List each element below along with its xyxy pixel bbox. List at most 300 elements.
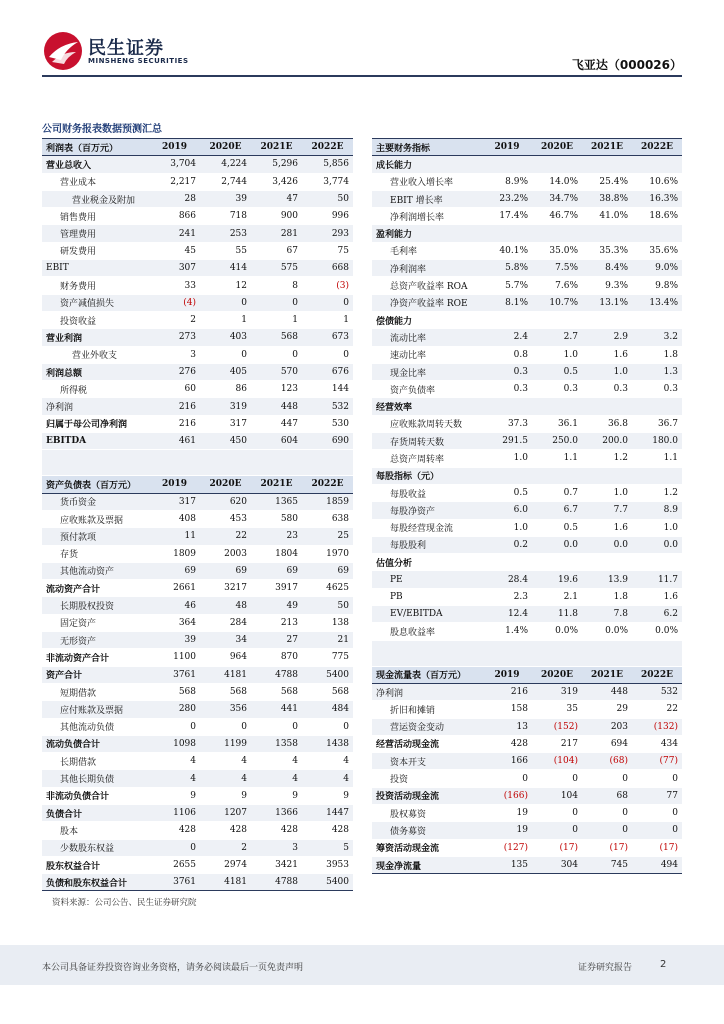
row-value: 1098 xyxy=(149,735,200,752)
row-value: 19.6 xyxy=(532,571,582,588)
table-row xyxy=(372,822,682,839)
table-row xyxy=(372,856,682,873)
row-value: 9.3% xyxy=(582,277,632,294)
row-value: 3761 xyxy=(149,874,200,891)
row-label: 存货 xyxy=(42,545,149,562)
table-row xyxy=(42,753,353,770)
row-value: 34 xyxy=(200,632,251,649)
row-value: 1809 xyxy=(149,545,200,562)
row-label: 其他流动资产 xyxy=(42,562,149,579)
row-value: 216 xyxy=(149,415,200,432)
row-value: 28 xyxy=(149,190,200,207)
row-label: 现金净流量 xyxy=(372,856,482,873)
table-row xyxy=(42,363,353,380)
row-label: 应付账款及票据 xyxy=(42,701,149,718)
row-value: 203 xyxy=(582,718,632,735)
row-value: 317 xyxy=(149,493,200,510)
row-label: PB xyxy=(372,588,482,605)
row-label: EBIT 增长率 xyxy=(372,190,482,207)
row-value: 0.0 xyxy=(582,536,632,553)
row-value: 29 xyxy=(582,701,632,718)
row-value: 2 xyxy=(200,839,251,856)
row-value: 22 xyxy=(200,528,251,545)
row-label: 存货周转天数 xyxy=(372,433,482,450)
row-value: 304 xyxy=(532,856,582,873)
row-value: 1207 xyxy=(200,804,251,821)
row-value: 718 xyxy=(200,208,251,225)
row-value: 138 xyxy=(302,614,353,631)
row-value xyxy=(532,554,582,571)
table-row xyxy=(42,398,353,415)
row-label: 投资 xyxy=(372,770,482,787)
row-value: 2.4 xyxy=(482,329,532,346)
row-value: 317 xyxy=(200,415,251,432)
row-value: 0 xyxy=(532,770,582,787)
row-label: 股息收益率 xyxy=(372,623,482,640)
row-value: 213 xyxy=(251,614,302,631)
row-value: 1 xyxy=(251,311,302,328)
row-value: 319 xyxy=(200,398,251,415)
income-header-cell: 利润表（百万元） xyxy=(42,139,149,156)
row-label: 股东权益合计 xyxy=(42,856,149,873)
row-label: 其他流动负债 xyxy=(42,718,149,735)
row-value: 18.6% xyxy=(632,208,682,225)
row-value: 434 xyxy=(632,735,682,752)
table-row xyxy=(372,536,682,553)
row-value xyxy=(482,554,532,571)
row-value xyxy=(632,156,682,173)
row-label: 资本开支 xyxy=(372,753,482,770)
row-value: 4 xyxy=(302,753,353,770)
row-value: 69 xyxy=(251,562,302,579)
row-value: 69 xyxy=(200,562,251,579)
row-value: 21 xyxy=(302,632,353,649)
row-value: 0 xyxy=(582,822,632,839)
row-value: 494 xyxy=(632,856,682,873)
row-value: 10.7% xyxy=(532,294,582,311)
row-label: 偿债能力 xyxy=(372,311,482,328)
income-header-cell: 2021E xyxy=(251,139,302,156)
balance-header-cell: 2022E xyxy=(302,476,353,493)
row-value xyxy=(532,467,582,484)
balance-header-row xyxy=(42,476,353,493)
row-value: 307 xyxy=(149,260,200,277)
row-value: 450 xyxy=(200,433,251,450)
ratios-header-cell: 2022E xyxy=(632,139,682,156)
row-value: 67 xyxy=(251,242,302,259)
row-value: 6.2 xyxy=(632,606,682,623)
row-value xyxy=(482,156,532,173)
row-value: 0 xyxy=(149,718,200,735)
row-value: 0.0 xyxy=(632,536,682,553)
row-value: 580 xyxy=(251,510,302,527)
row-value: 604 xyxy=(251,433,302,450)
row-value: 273 xyxy=(149,329,200,346)
row-value: 55 xyxy=(200,242,251,259)
row-value: 13.9 xyxy=(582,571,632,588)
row-value: 0 xyxy=(200,718,251,735)
row-label: 营业收入增长率 xyxy=(372,173,482,190)
row-value: 0 xyxy=(251,346,302,363)
section-title: 公司财务报表数据预测汇总 xyxy=(42,124,162,135)
row-label: 盈利能力 xyxy=(372,225,482,242)
row-value: 1106 xyxy=(149,804,200,821)
row-value: 0.5 xyxy=(482,484,532,501)
row-value: 2655 xyxy=(149,856,200,873)
table-row xyxy=(372,787,682,804)
row-value: 216 xyxy=(482,683,532,700)
row-value: 568 xyxy=(302,683,353,700)
row-value: 1 xyxy=(302,311,353,328)
row-value: 250.0 xyxy=(532,433,582,450)
row-value: 13.1% xyxy=(582,294,632,311)
row-value: 532 xyxy=(302,398,353,415)
row-value: 428 xyxy=(149,822,200,839)
row-value: 180.0 xyxy=(632,433,682,450)
balance-header-cell: 2021E xyxy=(251,476,302,493)
minsheng-logo xyxy=(42,30,202,74)
row-value: (166) xyxy=(482,787,532,804)
row-value: 38.8% xyxy=(582,190,632,207)
row-value: 0 xyxy=(532,822,582,839)
row-value: 568 xyxy=(251,683,302,700)
row-value: 676 xyxy=(302,363,353,380)
table-row xyxy=(42,242,353,259)
row-value: 144 xyxy=(302,381,353,398)
row-value: 35.3% xyxy=(582,242,632,259)
table-row xyxy=(42,770,353,787)
row-label: 所得税 xyxy=(42,381,149,398)
cashflow-header-cell: 现金流量表（百万元） xyxy=(372,666,482,683)
row-value: 36.7 xyxy=(632,415,682,432)
row-value: 166 xyxy=(482,753,532,770)
row-label: 流动资产合计 xyxy=(42,580,149,597)
row-value: 414 xyxy=(200,260,251,277)
row-value: 1.0 xyxy=(582,484,632,501)
row-value: 0.8 xyxy=(482,346,532,363)
row-value: 570 xyxy=(251,363,302,380)
row-value: 41.0% xyxy=(582,208,632,225)
row-value: 9 xyxy=(200,787,251,804)
row-value: (4) xyxy=(149,294,200,311)
row-value: (77) xyxy=(632,753,682,770)
row-label: 流动负债合计 xyxy=(42,735,149,752)
table-spacer xyxy=(42,450,353,476)
table-row xyxy=(42,718,353,735)
row-value: 36.8 xyxy=(582,415,632,432)
row-value: 1.3 xyxy=(632,363,682,380)
row-value xyxy=(582,398,632,415)
row-label: 投资收益 xyxy=(42,311,149,328)
row-label: 营业外收支 xyxy=(42,346,149,363)
row-label: 归属于母公司净利润 xyxy=(42,415,149,432)
table-row xyxy=(42,329,353,346)
row-value: 0.3 xyxy=(632,381,682,398)
table-row xyxy=(372,398,682,415)
row-value: 3,426 xyxy=(251,173,302,190)
row-value: 690 xyxy=(302,433,353,450)
row-value: 0.0% xyxy=(532,623,582,640)
row-value: 3761 xyxy=(149,666,200,683)
table-row xyxy=(42,632,353,649)
row-value: 0 xyxy=(302,718,353,735)
row-value: 2.3 xyxy=(482,588,532,605)
right-financial-table xyxy=(372,138,682,874)
logo-en-text: MINSHENG SECURITIES xyxy=(88,57,189,65)
row-value: 0 xyxy=(149,839,200,856)
row-value: 158 xyxy=(482,701,532,718)
row-value: 2,217 xyxy=(149,173,200,190)
row-value: 6.7 xyxy=(532,502,582,519)
table-row xyxy=(372,606,682,623)
row-value: 745 xyxy=(582,856,632,873)
row-label: 投资活动现金流 xyxy=(372,787,482,804)
row-value: 39 xyxy=(149,632,200,649)
table-row xyxy=(42,597,353,614)
table-row xyxy=(372,753,682,770)
table-row xyxy=(372,484,682,501)
row-value: 135 xyxy=(482,856,532,873)
row-value: 216 xyxy=(149,398,200,415)
cashflow-header-cell: 2021E xyxy=(582,666,632,683)
table-row xyxy=(42,433,353,450)
row-value: 775 xyxy=(302,649,353,666)
row-value: 5.8% xyxy=(482,260,532,277)
row-value: 0 xyxy=(632,770,682,787)
row-value: 9.8% xyxy=(632,277,682,294)
row-label: 销售费用 xyxy=(42,208,149,225)
row-value: 253 xyxy=(200,225,251,242)
row-value: 13 xyxy=(482,718,532,735)
row-value: 8.9 xyxy=(632,502,682,519)
row-value: 40.1% xyxy=(482,242,532,259)
row-label: 营业总收入 xyxy=(42,156,149,173)
table-row xyxy=(42,173,353,190)
table-row xyxy=(42,294,353,311)
row-label: 流动比率 xyxy=(372,329,482,346)
table-row xyxy=(372,156,682,173)
row-value: 4 xyxy=(149,770,200,787)
row-value: 19 xyxy=(482,804,532,821)
row-value: 1.1 xyxy=(532,450,582,467)
row-value: 13.4% xyxy=(632,294,682,311)
row-label: 营运资金变动 xyxy=(372,718,482,735)
row-value: 17.4% xyxy=(482,208,532,225)
row-value: 1.4% xyxy=(482,623,532,640)
row-value: 0.0% xyxy=(632,623,682,640)
row-value: 1.0 xyxy=(482,450,532,467)
row-value: 1.8 xyxy=(582,588,632,605)
row-value: 7.7 xyxy=(582,502,632,519)
row-label: 净利润 xyxy=(372,683,482,700)
row-value: 280 xyxy=(149,701,200,718)
row-value: 33 xyxy=(149,277,200,294)
table-row xyxy=(42,156,353,173)
row-value: 37.3 xyxy=(482,415,532,432)
table-row xyxy=(372,173,682,190)
table-row xyxy=(372,381,682,398)
row-value: 0 xyxy=(200,294,251,311)
row-value: 4788 xyxy=(251,666,302,683)
income-header-cell: 2019 xyxy=(149,139,200,156)
row-value: 1.6 xyxy=(632,588,682,605)
row-value: 447 xyxy=(251,415,302,432)
row-value: 77 xyxy=(632,787,682,804)
row-value: 2974 xyxy=(200,856,251,873)
row-value: 6.0 xyxy=(482,502,532,519)
row-label: 应收账款及票据 xyxy=(42,510,149,527)
table-row xyxy=(42,510,353,527)
row-value: (132) xyxy=(632,718,682,735)
row-value: 69 xyxy=(149,562,200,579)
balance-header-cell: 2019 xyxy=(149,476,200,493)
row-value: 5.7% xyxy=(482,277,532,294)
table-row xyxy=(42,528,353,545)
table-row xyxy=(42,415,353,432)
row-value: (17) xyxy=(532,839,582,856)
row-value: 39 xyxy=(200,190,251,207)
row-value: 1365 xyxy=(251,493,302,510)
row-value: 9 xyxy=(149,787,200,804)
table-row xyxy=(42,208,353,225)
row-value: 0.3 xyxy=(482,363,532,380)
row-value: 0 xyxy=(251,294,302,311)
row-value: 319 xyxy=(532,683,582,700)
row-label: 短期借款 xyxy=(42,683,149,700)
table-row xyxy=(42,311,353,328)
row-value: 11.7 xyxy=(632,571,682,588)
row-value: 0.0% xyxy=(582,623,632,640)
row-value: 964 xyxy=(200,649,251,666)
table-row xyxy=(372,433,682,450)
row-value: 1.0 xyxy=(582,363,632,380)
table-row xyxy=(372,450,682,467)
row-value: 8.9% xyxy=(482,173,532,190)
row-value: 27 xyxy=(251,632,302,649)
row-value xyxy=(582,467,632,484)
row-label: 研发费用 xyxy=(42,242,149,259)
row-value: 403 xyxy=(200,329,251,346)
row-value: 0.5 xyxy=(532,519,582,536)
row-value: 484 xyxy=(302,701,353,718)
row-value: 4 xyxy=(200,753,251,770)
row-value: 3 xyxy=(251,839,302,856)
row-value xyxy=(482,467,532,484)
row-value: 1 xyxy=(200,311,251,328)
row-value: 2,744 xyxy=(200,173,251,190)
balance-header-cell: 资产负债表（百万元） xyxy=(42,476,149,493)
row-value: 0.3 xyxy=(532,381,582,398)
row-label: EV/EBITDA xyxy=(372,606,482,623)
row-label: 估值分析 xyxy=(372,554,482,571)
row-value: 25.4% xyxy=(582,173,632,190)
row-value: 1804 xyxy=(251,545,302,562)
ratios-header-cell: 主要财务指标 xyxy=(372,139,482,156)
row-label: 折旧和摊销 xyxy=(372,701,482,718)
row-value: 7.8 xyxy=(582,606,632,623)
row-value: 11 xyxy=(149,528,200,545)
table-row xyxy=(42,545,353,562)
row-value: 356 xyxy=(200,701,251,718)
table-row xyxy=(372,718,682,735)
row-value: 200.0 xyxy=(582,433,632,450)
table-row xyxy=(42,822,353,839)
row-value: 0.3 xyxy=(482,381,532,398)
row-value: 75 xyxy=(302,242,353,259)
logo-cn-text: 民生证券 xyxy=(88,38,164,59)
row-value: 86 xyxy=(200,381,251,398)
row-value: 0 xyxy=(251,718,302,735)
table-row xyxy=(372,467,682,484)
row-value: 1366 xyxy=(251,804,302,821)
row-value: 291.5 xyxy=(482,433,532,450)
table-row xyxy=(372,415,682,432)
income-header-cell: 2020E xyxy=(200,139,251,156)
row-label: 筹资活动现金流 xyxy=(372,839,482,856)
row-value: 4 xyxy=(251,753,302,770)
row-label: 现金比率 xyxy=(372,363,482,380)
row-label: 净资产收益率 ROE xyxy=(372,294,482,311)
row-value: 1970 xyxy=(302,545,353,562)
ratios-header-cell: 2019 xyxy=(482,139,532,156)
ratios-header-cell: 2020E xyxy=(532,139,582,156)
row-label: 货币资金 xyxy=(42,493,149,510)
table-row xyxy=(372,519,682,536)
row-value: 25 xyxy=(302,528,353,545)
page-number: 2 xyxy=(660,959,667,970)
row-label: 净利润 xyxy=(42,398,149,415)
left-financial-table xyxy=(42,138,353,891)
row-value: 0 xyxy=(532,804,582,821)
row-label: EBIT xyxy=(42,260,149,277)
table-row xyxy=(372,804,682,821)
row-value: 0 xyxy=(632,822,682,839)
cashflow-header-row xyxy=(372,666,682,683)
row-value: 3.2 xyxy=(632,329,682,346)
row-value: 1.0 xyxy=(532,346,582,363)
row-value: 0.3 xyxy=(582,381,632,398)
row-value: 7.6% xyxy=(532,277,582,294)
row-value: 46 xyxy=(149,597,200,614)
table-row xyxy=(42,839,353,856)
row-label: 经营活动现金流 xyxy=(372,735,482,752)
row-value: 364 xyxy=(149,614,200,631)
row-value: 461 xyxy=(149,433,200,450)
row-value xyxy=(532,225,582,242)
table-row xyxy=(372,554,682,571)
row-value xyxy=(632,467,682,484)
row-value: 5,296 xyxy=(251,156,302,173)
row-value: 638 xyxy=(302,510,353,527)
row-value: 0.7 xyxy=(532,484,582,501)
table-row xyxy=(372,588,682,605)
ratios-header-cell: 2021E xyxy=(582,139,632,156)
row-label: 营业成本 xyxy=(42,173,149,190)
row-value: (3) xyxy=(302,277,353,294)
table-row xyxy=(372,363,682,380)
row-value: 900 xyxy=(251,208,302,225)
row-value: 0 xyxy=(582,770,632,787)
row-label: 股本 xyxy=(42,822,149,839)
row-value: 4,224 xyxy=(200,156,251,173)
row-label: 应收账款周转天数 xyxy=(372,415,482,432)
row-value xyxy=(632,554,682,571)
cashflow-header-cell: 2022E xyxy=(632,666,682,683)
row-value xyxy=(482,398,532,415)
table-row xyxy=(372,770,682,787)
table-row xyxy=(42,580,353,597)
row-value: 1.8 xyxy=(632,346,682,363)
